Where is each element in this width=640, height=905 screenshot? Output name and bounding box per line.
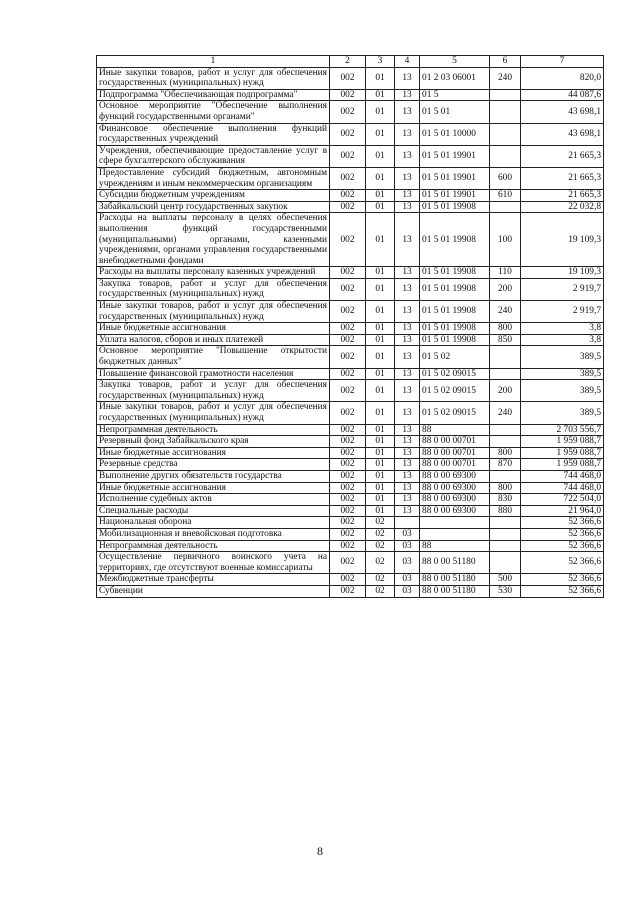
table-row [97, 482, 604, 494]
page-number: 8 [317, 844, 323, 858]
expense-type-cell: 850 [490, 334, 521, 346]
section-code-cell: 02 [366, 517, 395, 529]
ministry-code-cell: 002 [330, 585, 366, 597]
section-code-cell: 01 [366, 424, 395, 436]
ministry-code-cell: 002 [330, 89, 366, 101]
budget-table [96, 55, 604, 598]
table-row [97, 402, 604, 424]
target-article-cell: 01 5 01 19901 [420, 190, 490, 202]
ministry-code-cell: 002 [330, 278, 366, 300]
expense-type-cell [490, 368, 521, 380]
ministry-code-cell: 002 [330, 380, 366, 402]
table-row [97, 517, 604, 529]
section-code-cell: 01 [366, 505, 395, 517]
ministry-code-cell: 002 [330, 101, 366, 123]
target-article-cell: 88 0 00 69300 [420, 505, 490, 517]
section-code-cell: 01 [366, 67, 395, 89]
expense-type-cell: 530 [490, 585, 521, 597]
amount-cell: 744 468,0 [521, 470, 604, 482]
target-article-cell: 01 5 01 [420, 101, 490, 123]
table-row [97, 470, 604, 482]
target-article-cell: 01 5 01 19908 [420, 334, 490, 346]
target-article-cell: 01 5 01 19901 [420, 167, 490, 189]
target-article-cell: 01 5 02 [420, 346, 490, 368]
item-name-cell: Иные закупки товаров, работ и услуг для обеспечения государственных (муниципальных) нужд [97, 301, 330, 323]
expense-type-cell [490, 424, 521, 436]
header-cell: 4 [395, 56, 420, 68]
header-cell: 1 [97, 56, 330, 68]
table-row [97, 585, 604, 597]
amount-cell: 1 959 088,7 [521, 447, 604, 459]
section-code-cell: 01 [366, 436, 395, 448]
ministry-code-cell: 002 [330, 201, 366, 213]
target-article-cell: 01 5 02 09015 [420, 380, 490, 402]
section-code-cell: 01 [366, 368, 395, 380]
item-name-cell: Закупка товаров, работ и услуг для обеспечения государственных (муниципальных) нужд [97, 278, 330, 300]
ministry-code-cell: 002 [330, 528, 366, 540]
target-article-cell: 01 5 02 09015 [420, 402, 490, 424]
table-row [97, 145, 604, 167]
subsection-code-cell: 03 [395, 574, 420, 586]
expense-type-cell [490, 436, 521, 448]
subsection-code-cell: 13 [395, 278, 420, 300]
section-code-cell: 01 [366, 123, 395, 145]
target-article-cell [420, 528, 490, 540]
header-cell: 3 [366, 56, 395, 68]
expense-type-cell: 800 [490, 482, 521, 494]
target-article-cell: 88 0 00 51180 [420, 574, 490, 586]
section-code-cell: 01 [366, 346, 395, 368]
subsection-code-cell: 13 [395, 424, 420, 436]
ministry-code-cell: 002 [330, 213, 366, 267]
ministry-code-cell: 002 [330, 459, 366, 471]
section-code-cell: 01 [366, 145, 395, 167]
table-row [97, 334, 604, 346]
header-cell: 5 [420, 56, 490, 68]
target-article-cell [420, 517, 490, 529]
table-row [97, 190, 604, 202]
table-row [97, 278, 604, 300]
subsection-code-cell: 13 [395, 89, 420, 101]
table-row [97, 459, 604, 471]
amount-cell: 21 665,3 [521, 145, 604, 167]
expense-type-cell: 240 [490, 402, 521, 424]
amount-cell: 21 964,0 [521, 505, 604, 517]
target-article-cell: 88 [420, 540, 490, 552]
amount-cell: 44 087,6 [521, 89, 604, 101]
subsection-code-cell: 13 [395, 368, 420, 380]
amount-cell: 2 919,7 [521, 278, 604, 300]
target-article-cell: 01 5 01 19901 [420, 145, 490, 167]
amount-cell: 1 959 088,7 [521, 436, 604, 448]
target-article-cell: 88 0 00 69300 [420, 482, 490, 494]
item-name-cell: Мобилизационная и вневойсковая подготовка [97, 528, 330, 540]
table-row [97, 368, 604, 380]
item-name-cell: Иные бюджетные ассигнования [97, 323, 330, 335]
amount-cell: 43 698,1 [521, 101, 604, 123]
subsection-code-cell: 13 [395, 101, 420, 123]
amount-cell: 744 468,0 [521, 482, 604, 494]
amount-cell: 21 665,3 [521, 190, 604, 202]
expense-type-cell [490, 101, 521, 123]
expense-type-cell [490, 346, 521, 368]
table-row [97, 494, 604, 506]
subsection-code-cell: 13 [395, 494, 420, 506]
item-name-cell: Межбюджетные трансферты [97, 574, 330, 586]
item-name-cell: Резервные средства [97, 459, 330, 471]
amount-cell: 22 032,8 [521, 201, 604, 213]
amount-cell: 52 366,6 [521, 585, 604, 597]
expense-type-cell: 830 [490, 494, 521, 506]
amount-cell: 389,5 [521, 380, 604, 402]
subsection-code-cell: 13 [395, 482, 420, 494]
table-body [97, 67, 604, 597]
amount-cell: 52 366,6 [521, 528, 604, 540]
target-article-cell: 88 0 00 00701 [420, 436, 490, 448]
table-row [97, 167, 604, 189]
subsection-code-cell: 13 [395, 301, 420, 323]
expense-type-cell [490, 123, 521, 145]
header-cell: 2 [330, 56, 366, 68]
amount-cell: 52 366,6 [521, 552, 604, 574]
table-row [97, 123, 604, 145]
target-article-cell: 01 5 01 19908 [420, 301, 490, 323]
section-code-cell: 01 [366, 267, 395, 279]
expense-type-cell [490, 552, 521, 574]
subsection-code-cell: 13 [395, 346, 420, 368]
amount-cell: 389,5 [521, 368, 604, 380]
expense-type-cell: 100 [490, 213, 521, 267]
expense-type-cell: 110 [490, 267, 521, 279]
table-row [97, 447, 604, 459]
ministry-code-cell: 002 [330, 505, 366, 517]
subsection-code-cell: 13 [395, 323, 420, 335]
item-name-cell: Расходы на выплаты персоналу в целях обеспечения выполнения функций государственными (муниципальными) органами, казенными учреждениями, органами управления государственными внебюджетными фондами [97, 213, 330, 267]
table-row [97, 213, 604, 267]
item-name-cell: Непрограммная деятельность [97, 540, 330, 552]
table-row [97, 552, 604, 574]
amount-cell: 2 919,7 [521, 301, 604, 323]
subsection-code-cell: 13 [395, 123, 420, 145]
section-code-cell: 01 [366, 447, 395, 459]
amount-cell: 52 366,6 [521, 574, 604, 586]
item-name-cell: Непрограммная деятельность [97, 424, 330, 436]
amount-cell: 43 698,1 [521, 123, 604, 145]
subsection-code-cell: 13 [395, 267, 420, 279]
section-code-cell: 02 [366, 540, 395, 552]
subsection-code-cell: 13 [395, 213, 420, 267]
expense-type-cell: 800 [490, 447, 521, 459]
item-name-cell: Исполнение судебных актов [97, 494, 330, 506]
header-row [97, 56, 604, 68]
target-article-cell: 88 0 00 00701 [420, 447, 490, 459]
target-article-cell: 01 5 01 19908 [420, 201, 490, 213]
ministry-code-cell: 002 [330, 145, 366, 167]
ministry-code-cell: 002 [330, 540, 366, 552]
section-code-cell: 02 [366, 585, 395, 597]
ministry-code-cell: 002 [330, 190, 366, 202]
subsection-code-cell: 13 [395, 145, 420, 167]
subsection-code-cell: 13 [395, 447, 420, 459]
document-page [96, 55, 603, 598]
amount-cell: 1 959 088,7 [521, 459, 604, 471]
expense-type-cell: 240 [490, 301, 521, 323]
subsection-code-cell: 13 [395, 459, 420, 471]
expense-type-cell [490, 517, 521, 529]
ministry-code-cell: 002 [330, 334, 366, 346]
ministry-code-cell: 002 [330, 67, 366, 89]
section-code-cell: 01 [366, 89, 395, 101]
item-name-cell: Расходы на выплаты персоналу казенных учреждений [97, 267, 330, 279]
section-code-cell: 01 [366, 190, 395, 202]
target-article-cell: 88 [420, 424, 490, 436]
ministry-code-cell: 002 [330, 123, 366, 145]
subsection-code-cell: 13 [395, 402, 420, 424]
subsection-code-cell: 13 [395, 201, 420, 213]
subsection-code-cell: 13 [395, 190, 420, 202]
section-code-cell: 01 [366, 470, 395, 482]
section-code-cell: 01 [366, 482, 395, 494]
section-code-cell: 01 [366, 301, 395, 323]
ministry-code-cell: 002 [330, 267, 366, 279]
item-name-cell: Учреждения, обеспечивающие предоставление услуг в сфере бухгалтерского обслуживания [97, 145, 330, 167]
section-code-cell: 01 [366, 213, 395, 267]
ministry-code-cell: 002 [330, 301, 366, 323]
section-code-cell: 01 [366, 278, 395, 300]
ministry-code-cell: 002 [330, 436, 366, 448]
amount-cell: 389,5 [521, 402, 604, 424]
table-row [97, 101, 604, 123]
target-article-cell: 01 5 [420, 89, 490, 101]
subsection-code-cell: 03 [395, 540, 420, 552]
table-row [97, 323, 604, 335]
ministry-code-cell: 002 [330, 482, 366, 494]
item-name-cell: Основное мероприятие "Обеспечение выполнения функций государственными органами" [97, 101, 330, 123]
ministry-code-cell: 002 [330, 552, 366, 574]
table-row [97, 528, 604, 540]
subsection-code-cell: 13 [395, 470, 420, 482]
target-article-cell: 88 0 00 69300 [420, 494, 490, 506]
amount-cell: 2 703 556,7 [521, 424, 604, 436]
ministry-code-cell: 002 [330, 574, 366, 586]
expense-type-cell [490, 145, 521, 167]
item-name-cell: Иные закупки товаров, работ и услуг для обеспечения государственных (муниципальных) нужд [97, 67, 330, 89]
item-name-cell: Иные бюджетные ассигнования [97, 482, 330, 494]
subsection-code-cell: 13 [395, 505, 420, 517]
expense-type-cell: 500 [490, 574, 521, 586]
subsection-code-cell: 13 [395, 67, 420, 89]
table-row [97, 89, 604, 101]
table-row [97, 67, 604, 89]
expense-type-cell [490, 470, 521, 482]
item-name-cell: Резервный фонд Забайкальского края [97, 436, 330, 448]
header-cell: 6 [490, 56, 521, 68]
ministry-code-cell: 002 [330, 402, 366, 424]
item-name-cell: Уплата налогов, сборов и иных платежей [97, 334, 330, 346]
expense-type-cell: 880 [490, 505, 521, 517]
target-article-cell: 88 0 00 00701 [420, 459, 490, 471]
subsection-code-cell: 13 [395, 167, 420, 189]
item-name-cell: Иные закупки товаров, работ и услуг для обеспечения государственных (муниципальных) нужд [97, 402, 330, 424]
subsection-code-cell: 03 [395, 585, 420, 597]
target-article-cell: 88 0 00 69300 [420, 470, 490, 482]
table-row [97, 380, 604, 402]
amount-cell: 21 665,3 [521, 167, 604, 189]
expense-type-cell: 800 [490, 323, 521, 335]
amount-cell: 820,0 [521, 67, 604, 89]
item-name-cell: Иные бюджетные ассигнования [97, 447, 330, 459]
table-row [97, 201, 604, 213]
subsection-code-cell: 13 [395, 334, 420, 346]
item-name-cell: Специальные расходы [97, 505, 330, 517]
item-name-cell: Выполнение других обязательств государства [97, 470, 330, 482]
item-name-cell: Субвенции [97, 585, 330, 597]
expense-type-cell: 610 [490, 190, 521, 202]
target-article-cell: 01 5 01 19908 [420, 323, 490, 335]
item-name-cell: Подпрограмма "Обеспечивающая подпрограмма" [97, 89, 330, 101]
subsection-code-cell: 03 [395, 552, 420, 574]
section-code-cell: 01 [366, 459, 395, 471]
expense-type-cell: 870 [490, 459, 521, 471]
subsection-code-cell: 13 [395, 380, 420, 402]
ministry-code-cell: 002 [330, 447, 366, 459]
section-code-cell: 01 [366, 334, 395, 346]
ministry-code-cell: 002 [330, 346, 366, 368]
item-name-cell: Основное мероприятие "Повышение открытости бюджетных данных" [97, 346, 330, 368]
subsection-code-cell [395, 517, 420, 529]
section-code-cell: 02 [366, 574, 395, 586]
expense-type-cell [490, 540, 521, 552]
table-row [97, 346, 604, 368]
section-code-cell: 01 [366, 380, 395, 402]
ministry-code-cell: 002 [330, 323, 366, 335]
section-code-cell: 01 [366, 402, 395, 424]
target-article-cell: 88 0 00 51180 [420, 585, 490, 597]
table-row [97, 301, 604, 323]
item-name-cell: Закупка товаров, работ и услуг для обеспечения государственных (муниципальных) нужд [97, 380, 330, 402]
item-name-cell: Забайкальский центр государственных закупок [97, 201, 330, 213]
expense-type-cell: 240 [490, 67, 521, 89]
ministry-code-cell: 002 [330, 368, 366, 380]
item-name-cell: Повышение финансовой грамотности населения [97, 368, 330, 380]
amount-cell: 19 109,3 [521, 267, 604, 279]
item-name-cell: Субсидии бюджетным учреждениям [97, 190, 330, 202]
expense-type-cell [490, 89, 521, 101]
item-name-cell: Национальная оборона [97, 517, 330, 529]
item-name-cell: Предоставление субсидий бюджетным, автономным учреждениям и иным некоммерческим организациям [97, 167, 330, 189]
ministry-code-cell: 002 [330, 494, 366, 506]
expense-type-cell: 200 [490, 380, 521, 402]
subsection-code-cell: 03 [395, 528, 420, 540]
amount-cell: 722 504,0 [521, 494, 604, 506]
item-name-cell: Осуществление первичного воинского учета на территориях, где отсутствуют военные комиссариаты [97, 552, 330, 574]
header-cell: 7 [521, 56, 604, 68]
item-name-cell: Финансовое обеспечение выполнения функций государственных учреждений [97, 123, 330, 145]
target-article-cell: 01 5 01 10000 [420, 123, 490, 145]
ministry-code-cell: 002 [330, 424, 366, 436]
expense-type-cell: 200 [490, 278, 521, 300]
amount-cell: 389,5 [521, 346, 604, 368]
target-article-cell: 88 0 00 51180 [420, 552, 490, 574]
amount-cell: 52 366,6 [521, 540, 604, 552]
section-code-cell: 02 [366, 552, 395, 574]
ministry-code-cell: 002 [330, 470, 366, 482]
amount-cell: 52 366,6 [521, 517, 604, 529]
section-code-cell: 01 [366, 323, 395, 335]
ministry-code-cell: 002 [330, 517, 366, 529]
section-code-cell: 01 [366, 101, 395, 123]
amount-cell: 3,8 [521, 334, 604, 346]
target-article-cell: 01 5 01 19908 [420, 267, 490, 279]
table-row [97, 267, 604, 279]
section-code-cell: 01 [366, 167, 395, 189]
section-code-cell: 01 [366, 494, 395, 506]
target-article-cell: 01 5 01 19908 [420, 278, 490, 300]
section-code-cell: 02 [366, 528, 395, 540]
expense-type-cell [490, 201, 521, 213]
subsection-code-cell: 13 [395, 436, 420, 448]
expense-type-cell [490, 528, 521, 540]
table-row [97, 574, 604, 586]
target-article-cell: 01 5 01 19908 [420, 213, 490, 267]
target-article-cell: 01 2 03 06001 [420, 67, 490, 89]
section-code-cell: 01 [366, 201, 395, 213]
amount-cell: 19 109,3 [521, 213, 604, 267]
amount-cell: 3,8 [521, 323, 604, 335]
table-row [97, 505, 604, 517]
table-row [97, 424, 604, 436]
ministry-code-cell: 002 [330, 167, 366, 189]
target-article-cell: 01 5 02 09015 [420, 368, 490, 380]
expense-type-cell: 600 [490, 167, 521, 189]
table-row [97, 540, 604, 552]
table-row [97, 436, 604, 448]
